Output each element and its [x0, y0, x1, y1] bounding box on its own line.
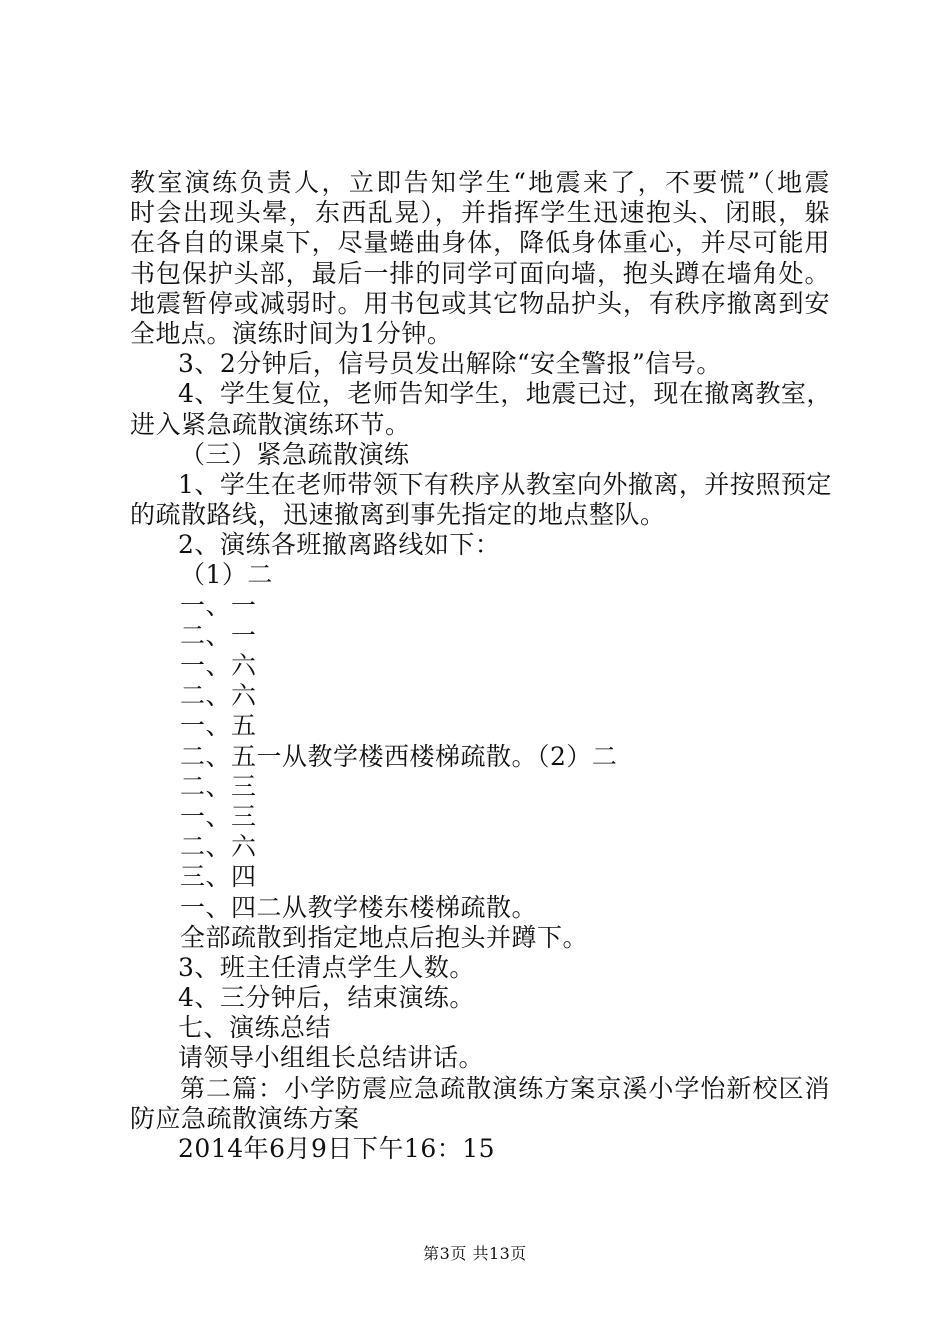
list-item: 二、一 [180, 620, 257, 650]
section-heading: （三）紧急疏散演练 [180, 439, 410, 469]
paragraph-line: 书包保护头部，最后一排的同学可面向墙，抱头蹲在墙角处。 [130, 258, 830, 288]
list-item: 三、四 [180, 862, 257, 892]
list-item: 一、六 [180, 651, 257, 680]
list-item: （1）二 [180, 560, 273, 590]
document-body [130, 168, 830, 1164]
section-heading: 七、演练总结 [178, 1013, 332, 1043]
list-item: 一、四二从教学楼东楼梯疏散。 [180, 892, 538, 922]
list-item: 二、六 [180, 681, 257, 711]
chapter-heading: 第二篇：小学防震应急疏散演练方案京溪小学怡新校区消 [180, 1073, 830, 1103]
paragraph-line: 2、演练各班撤离路线如下： [178, 530, 501, 560]
paragraph-line: 时会出现头晕，东西乱晃），并指挥学生迅速抱头、闭眼，躲 [130, 198, 830, 228]
paragraph-line: 教室演练负责人，立即告知学生“地震来了，不要慌”（地震 [130, 168, 830, 197]
list-item: 一、三 [180, 801, 257, 831]
paragraph-line: 1、学生在老师带领下有秩序从教室向外撤离，并按照预定 [178, 469, 832, 499]
paragraph-line: 在各自的课桌下，尽量蜷曲身体，降低身体重心，并尽可能用 [130, 228, 830, 258]
paragraph-line: 全部疏散到指定地点后抱头并蹲下。 [180, 922, 589, 952]
paragraph-line: 全地点。演练时间为1分钟。 [130, 318, 453, 348]
paragraph-line: 3、2分钟后，信号员发出解除“安全警报”信号。 [178, 349, 722, 379]
page-number: 第3页 共13页 [423, 1244, 527, 1263]
paragraph-line: 地震暂停或减弱时。用书包或其它物品护头，有秩序撤离到安 [130, 288, 830, 318]
paragraph-line: 3、班主任清点学生人数。 [178, 952, 475, 982]
paragraph-line: 4、学生复位，老师告知学生，地震已过，现在撤离教室， [178, 379, 832, 409]
list-item: 一、五 [180, 711, 257, 741]
list-item: 一、一 [180, 590, 257, 620]
list-item: 二、五一从教学楼西楼梯疏散。（2）二 [180, 741, 618, 771]
paragraph-line: 的疏散路线，迅速撤离到事先指定的地点整队。 [130, 500, 666, 530]
paragraph-line: 进入紧急疏散演练环节。 [130, 409, 411, 439]
date-line: 2014年6月9日下午16：15 [178, 1134, 496, 1163]
list-item: 二、三 [180, 771, 257, 801]
list-item: 二、六 [180, 832, 257, 862]
paragraph-line: 请领导小组组长总结讲话。 [178, 1043, 485, 1073]
chapter-heading: 防应急疏散演练方案 [130, 1103, 360, 1133]
paragraph-line: 4、三分钟后，结束演练。 [178, 983, 475, 1013]
